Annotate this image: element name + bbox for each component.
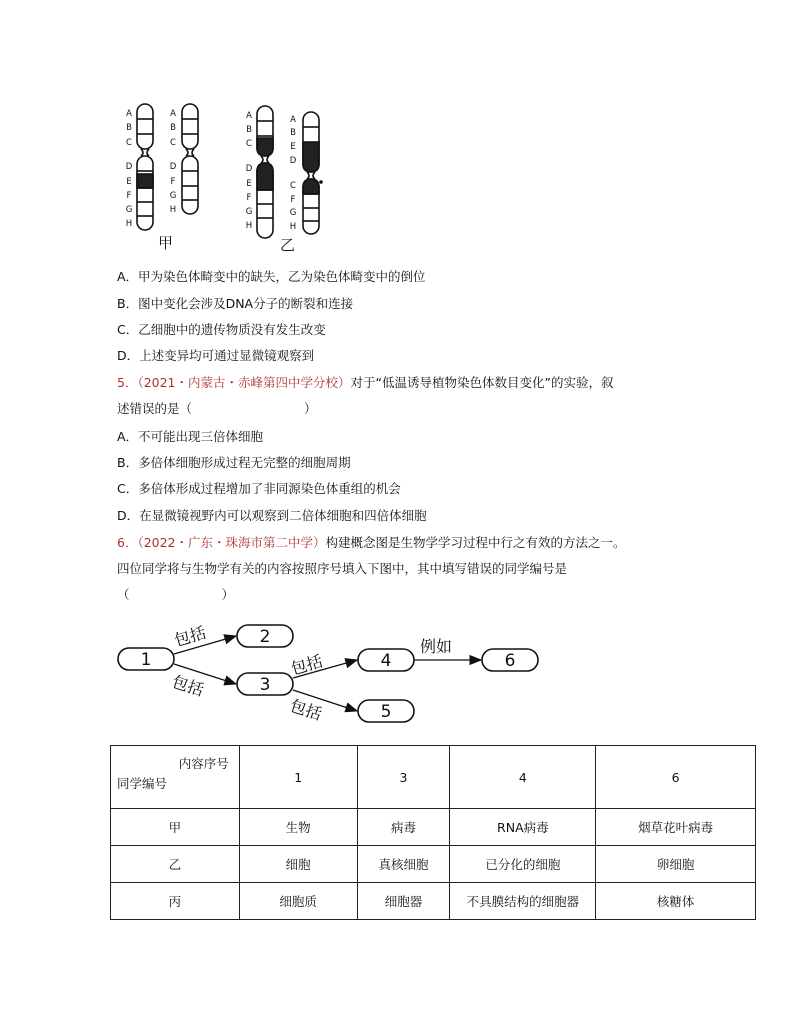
- student-cell: 丙: [111, 883, 240, 920]
- node-4-label: 4: [380, 651, 392, 671]
- letter: B: [126, 123, 132, 133]
- q5-option-b: B．多倍体细胞形成过程无完整的细胞周期: [117, 455, 351, 470]
- node-5-label: 5: [380, 702, 392, 722]
- letter: C: [290, 181, 296, 191]
- letter: B: [290, 128, 296, 138]
- letter: G: [125, 205, 133, 215]
- letter: C: [246, 139, 252, 149]
- table-cell: 已分化的细胞: [450, 846, 596, 883]
- answer-table: [110, 745, 756, 920]
- label-jia: 甲: [158, 234, 174, 252]
- letter: A: [170, 109, 176, 119]
- node-1-label: 1: [140, 650, 152, 670]
- letter: A: [126, 109, 132, 119]
- q5-option-c: C．多倍体形成过程增加了非同源染色体重组的机会: [117, 481, 401, 496]
- node-6-label: 6: [504, 651, 516, 671]
- letter: F: [126, 191, 132, 201]
- table-cell: 烟草花叶病毒: [596, 809, 756, 846]
- letter: A: [290, 115, 296, 125]
- table-cell: 不具膜结构的细胞器: [450, 883, 596, 920]
- q4-option-a: A．甲为染色体畸变中的缺失，乙为染色体畸变中的倒位: [117, 269, 426, 284]
- chromosome-jia-left: [137, 104, 153, 230]
- letter: G: [245, 207, 253, 217]
- node-3-label: 3: [259, 675, 271, 695]
- column-header: 3: [357, 746, 450, 809]
- q4-option-c: C．乙细胞中的遗传物质没有发生改变: [117, 322, 326, 337]
- letter: B: [170, 123, 176, 133]
- chromosome-yi-right: [303, 112, 322, 234]
- q5-stem-text: 对于“低温诱导植物染色体数目变化”的实验，叙: [350, 375, 614, 390]
- table-cell: 细胞质: [239, 883, 357, 920]
- student-cell: 乙: [111, 846, 240, 883]
- letter: H: [125, 219, 133, 229]
- table-cell: 核糖体: [596, 883, 756, 920]
- chromosome-yi-left: [257, 106, 273, 238]
- letter: F: [170, 177, 176, 187]
- q6-paren-open: （: [117, 587, 130, 602]
- q6-paren-close: ）: [221, 587, 235, 602]
- q5-paren-close: ）: [304, 401, 317, 416]
- edge-label-5: 例如: [420, 637, 453, 656]
- letter: B: [246, 125, 252, 135]
- q5-number: 5．: [117, 375, 138, 390]
- letter: E: [246, 179, 252, 189]
- q5-option-d: D．在显微镜视野内可以观察到二倍体细胞和四倍体细胞: [117, 508, 427, 523]
- letter: C: [170, 138, 176, 148]
- q6-number: 6．: [117, 535, 138, 550]
- q5-option-a: A．不可能出现三倍体细胞: [117, 429, 264, 444]
- letter: G: [169, 191, 177, 201]
- q4-option-b: B．图中变化会涉及DNA分子的断裂和连接: [117, 296, 354, 311]
- label-yi: 乙: [280, 236, 296, 254]
- letter: D: [169, 162, 177, 172]
- table-row: [111, 846, 756, 883]
- node-2-label: 2: [259, 627, 271, 647]
- edge-label-1: 包括: [172, 622, 209, 651]
- edge-label-2: 包括: [169, 671, 207, 700]
- letter: D: [245, 164, 253, 174]
- chromosome-figure: [110, 98, 350, 258]
- letter: D: [289, 156, 297, 166]
- table-cell: 卵细胞: [596, 846, 756, 883]
- edge-label-4: 包括: [287, 695, 325, 724]
- letter: H: [289, 222, 297, 232]
- table-row: [111, 809, 756, 846]
- table-row: [111, 883, 756, 920]
- q6-source: （2022・广东・珠海市第二中学）: [137, 535, 326, 550]
- column-header: 4: [450, 746, 596, 809]
- q5-stem: [117, 374, 613, 392]
- concept-map: [110, 612, 550, 732]
- column-header: 6: [596, 746, 756, 809]
- q5-stem-text-2: 述错误的是（: [117, 401, 193, 416]
- letter: F: [246, 193, 252, 203]
- q6-stem-cont: 四位同学将与生物学有关的内容按照序号填入下图中，其中填写错误的同学编号是: [117, 561, 568, 576]
- header-bottom-label: 同学编号: [117, 776, 168, 791]
- letter: H: [245, 221, 253, 231]
- letter: C: [126, 138, 132, 148]
- table-cell: 生物: [239, 809, 357, 846]
- q5-source: （2021・内蒙古・赤峰第四中学分校）: [137, 375, 351, 390]
- student-cell: 甲: [111, 809, 240, 846]
- q4-option-d: D．上述变异均可通过显微镜观察到: [117, 348, 315, 363]
- letter: A: [246, 111, 252, 121]
- q6-answer-paren: [117, 586, 234, 604]
- table-cell: 细胞: [239, 846, 357, 883]
- letter: E: [290, 142, 296, 152]
- table-cell: RNA病毒: [450, 809, 596, 846]
- table-cell: 真核细胞: [357, 846, 450, 883]
- letter: G: [289, 208, 297, 218]
- letter: D: [125, 162, 133, 172]
- table-cell: 细胞器: [357, 883, 450, 920]
- header-corner: [111, 746, 240, 809]
- header-top-label: 内容序号: [178, 756, 229, 771]
- letter: H: [169, 205, 177, 215]
- q6-stem-text: 构建概念图是生物学学习过程中行之有效的方法之一。: [325, 535, 626, 550]
- q5-stem-cont: [117, 400, 317, 418]
- edge-label-3: 包括: [288, 651, 325, 679]
- column-header: 1: [239, 746, 357, 809]
- letter: F: [290, 195, 296, 205]
- letter: E: [126, 177, 132, 187]
- table-cell: 病毒: [357, 809, 450, 846]
- q6-stem: [117, 534, 626, 552]
- table-header-row: [111, 746, 756, 809]
- chromosome-jia-right: [182, 104, 198, 214]
